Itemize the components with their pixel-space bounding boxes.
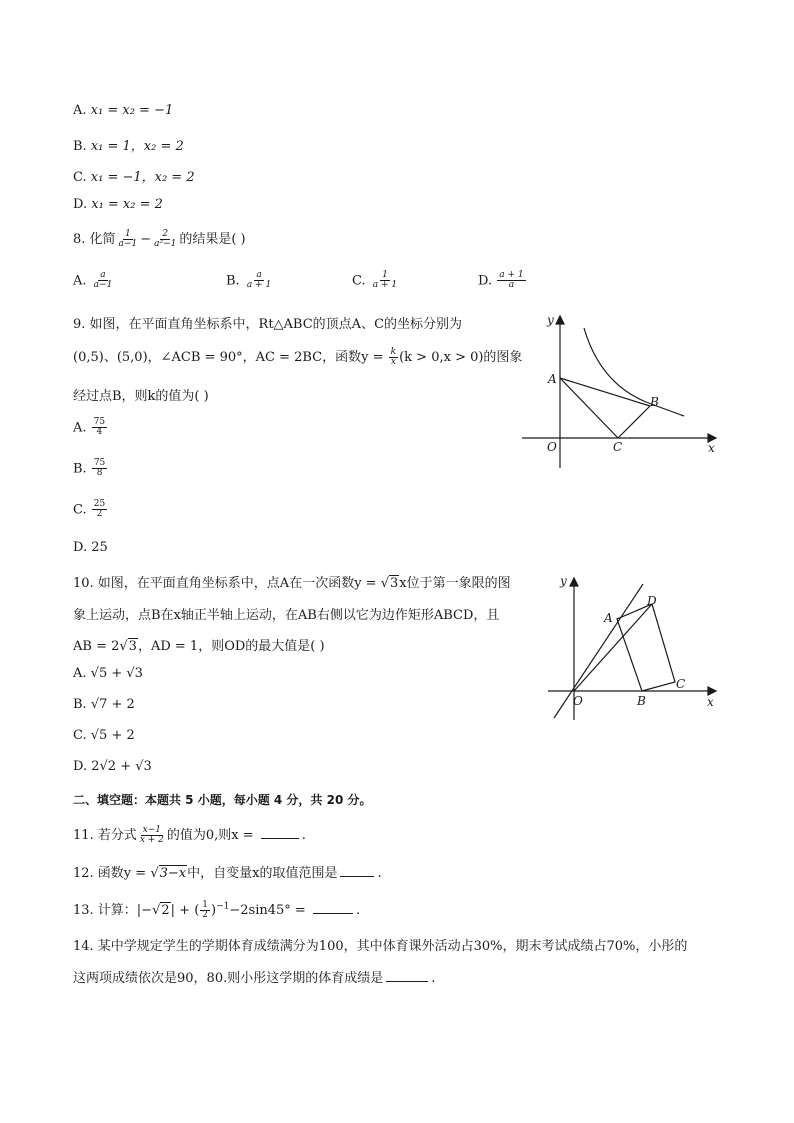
q9-option-a [73, 418, 108, 438]
q10-line-2: 象上运动，点B在x轴正半轴上运动，在AB右侧以它为边作矩形ABCD，且 [73, 608, 500, 623]
radicand: 3 [128, 639, 137, 654]
q11-suffix: 的值为0,则x = [166, 828, 258, 843]
sqrt: √3 [119, 639, 137, 654]
q10-option-b [73, 697, 135, 712]
numerator: a [256, 270, 262, 280]
answer-blank[interactable] [386, 980, 428, 982]
option-letter: D. [73, 540, 88, 555]
answer-blank[interactable] [261, 837, 299, 839]
q13-suffix: −2sin45° = [229, 903, 310, 918]
sqrt: √3 [380, 576, 399, 591]
q10-line-3 [73, 635, 325, 654]
label-d: D [647, 594, 657, 608]
option-letter: B. [73, 697, 87, 712]
option-fraction [92, 500, 107, 520]
option-letter: C. [73, 170, 87, 185]
hyperbola-curve [584, 328, 684, 416]
option-letter: B. [73, 139, 87, 154]
denominator: 4 [96, 427, 103, 438]
q9-line-2 [73, 346, 522, 367]
q11-prefix: 11. 若分式 [73, 828, 137, 843]
option-text: √5 + 2 [90, 728, 135, 743]
label-y: y [560, 574, 567, 588]
q9-line-2-start: (0,5)、(5,0)，∠ACB = 90°，AC = 2BC，函数y = [73, 350, 388, 365]
label-o: O [547, 440, 557, 454]
q10-option-c [73, 728, 135, 743]
option-letter: A. [73, 103, 87, 118]
numerator: 75 [93, 458, 106, 468]
numerator: 1 [382, 270, 388, 280]
numerator: 1 [202, 899, 209, 910]
q14-line-2 [73, 967, 435, 986]
option-letter: C. [73, 502, 87, 518]
option-fraction [245, 271, 273, 291]
q12-suffix: 中，自变量x的取值范围是 [187, 866, 338, 881]
option-letter: A. [73, 666, 87, 681]
line-y-sqrt3x [554, 584, 643, 718]
denominator: a−1 [93, 280, 113, 291]
option-letter: B. [73, 461, 87, 477]
option-text: x₁ = x₂ = −1 [90, 103, 174, 118]
numerator: 1 [125, 228, 131, 239]
q8-option-c [352, 271, 400, 291]
q7-option-d [73, 197, 163, 212]
q13-prefix: 13. 计算：|− [73, 903, 153, 918]
q13-mid: | + ( [170, 903, 200, 918]
numerator: 75 [93, 417, 106, 427]
denominator: a [508, 280, 515, 291]
denominator: 8 [96, 468, 103, 479]
q10-line-3-end: ，AD = 1，则OD的最大值是( ) [137, 639, 325, 654]
numerator: k [390, 346, 397, 357]
label-a: A [604, 611, 613, 625]
q8-option-b [226, 271, 274, 291]
q7-option-a [73, 103, 173, 118]
q8-suffix: 的结果是( ) [179, 232, 246, 247]
radicand: 3 [390, 576, 399, 591]
numerator: x−1 [142, 824, 162, 835]
numerator: a + 1 [499, 270, 524, 280]
label-c: C [613, 440, 623, 454]
radicand: 2 [161, 903, 170, 918]
q9-option-b [73, 459, 108, 479]
question-12 [73, 862, 382, 881]
exponent: −1 [216, 901, 230, 912]
label-b: B [637, 694, 646, 708]
q10-line-3-start: AB = 2 [73, 639, 120, 654]
period: . [431, 971, 436, 986]
y-axis-arrow-icon [556, 316, 564, 324]
option-fraction [92, 418, 107, 438]
label-o: O [573, 694, 583, 708]
option-fraction [371, 271, 399, 291]
denominator: a−1 [118, 239, 138, 249]
denominator: a²−1 [154, 239, 177, 249]
q10-line-1-start: 10. 如图，在平面直角坐标系中，点A在一次函数y = [73, 576, 381, 591]
radicand: 3−x [159, 866, 187, 881]
answer-blank[interactable] [340, 875, 374, 877]
q9-function-fraction [389, 348, 398, 368]
question-11 [73, 824, 306, 845]
segment-cb [618, 406, 650, 438]
q11-fraction [138, 826, 166, 846]
q9-line-2-end: (k > 0,x > 0)的图象 [399, 350, 523, 365]
question-13: 13. 计算：|−√2| + ( $\frac{1}{2}$ )$^{-1}$−2sin45° = . [73, 899, 361, 920]
q10-line-1-end: x位于第一象限的图 [399, 576, 511, 591]
option-letter: C. [73, 728, 87, 743]
sqrt: √3−x [150, 866, 187, 881]
minus-sign: − [140, 232, 152, 247]
numerator: 25 [93, 499, 106, 509]
denominator: x [390, 357, 396, 367]
denominator: 2 [96, 509, 103, 520]
option-fraction [92, 271, 115, 291]
denominator: a + 1 [246, 280, 272, 291]
q9-line-3: 经过点B，则k的值为( ) [73, 389, 209, 404]
option-text: x₁ = 1，x₂ = 2 [90, 139, 184, 154]
label-b: B [650, 395, 659, 409]
q10-line-1 [73, 572, 511, 591]
q10-option-a [73, 666, 143, 681]
segment-od [574, 604, 652, 691]
option-text: x₁ = x₂ = 2 [91, 197, 163, 212]
section-2-heading: 二、填空题：本题共 5 小题，每小题 4 分，共 20 分。 [73, 793, 372, 807]
label-a: A [548, 372, 557, 386]
q9-option-c [73, 500, 108, 520]
q12-prefix: 12. 函数y = [73, 866, 151, 881]
x-axis-arrow-icon [708, 687, 716, 695]
period: . [301, 828, 306, 843]
q10-figure [544, 570, 724, 722]
numerator: a [100, 270, 106, 280]
option-letter: A. [73, 420, 87, 436]
q9-option-d [73, 540, 108, 555]
answer-blank[interactable] [313, 912, 353, 914]
question-8-stem [73, 228, 246, 249]
label-x: x [707, 695, 714, 709]
q9-figure [518, 308, 724, 468]
sqrt: √2 [152, 903, 170, 918]
q8-fraction-1 [117, 230, 140, 250]
option-letter: A. [73, 273, 87, 289]
label-x: x [708, 441, 715, 455]
option-text: x₁ = −1，x₂ = 2 [90, 170, 195, 185]
denominator: x + 2 [139, 835, 164, 845]
option-text: √5 + √3 [90, 666, 143, 681]
q8-prefix: 8. 化简 [73, 232, 116, 247]
rectangle-abcd [617, 604, 675, 691]
option-fraction [497, 271, 525, 291]
option-text: √7 + 2 [90, 697, 135, 712]
q10-option-d [73, 759, 152, 774]
option-letter: D. [73, 759, 88, 774]
option-letter: D. [73, 197, 88, 212]
q9-line-1: 9. 如图，在平面直角坐标系中，Rt△ABC的顶点A、C的坐标分别为 [73, 317, 463, 332]
q14-line-1: 14. 某中学规定学生的学期体育成绩满分为100，其中体育课外活动占30%，期末考试成绩占70%，小彤的 [73, 939, 688, 954]
q7-option-b [73, 135, 184, 154]
label-c: C [676, 677, 686, 691]
y-axis-arrow-icon [570, 578, 578, 586]
option-letter: C. [352, 273, 366, 289]
q13-fraction [200, 901, 210, 921]
option-fraction [92, 459, 107, 479]
denominator: a + 1 [372, 280, 398, 291]
period: . [355, 903, 361, 918]
option-letter: B. [226, 273, 240, 289]
q7-option-c [73, 166, 195, 185]
option-text: 2√2 + √3 [91, 759, 152, 774]
numerator: 2 [162, 228, 169, 239]
label-y: y [547, 313, 554, 327]
q8-option-d [478, 271, 527, 291]
option-text: 25 [91, 540, 108, 555]
q14-line-2-text: 这两项成绩依次是90，80.则小彤这学期的体育成绩是 [73, 971, 384, 986]
q8-fraction-2 [152, 230, 178, 250]
option-letter: D. [478, 273, 493, 289]
q8-option-a [73, 271, 115, 291]
period: . [377, 866, 382, 881]
denominator: 2 [202, 910, 209, 920]
